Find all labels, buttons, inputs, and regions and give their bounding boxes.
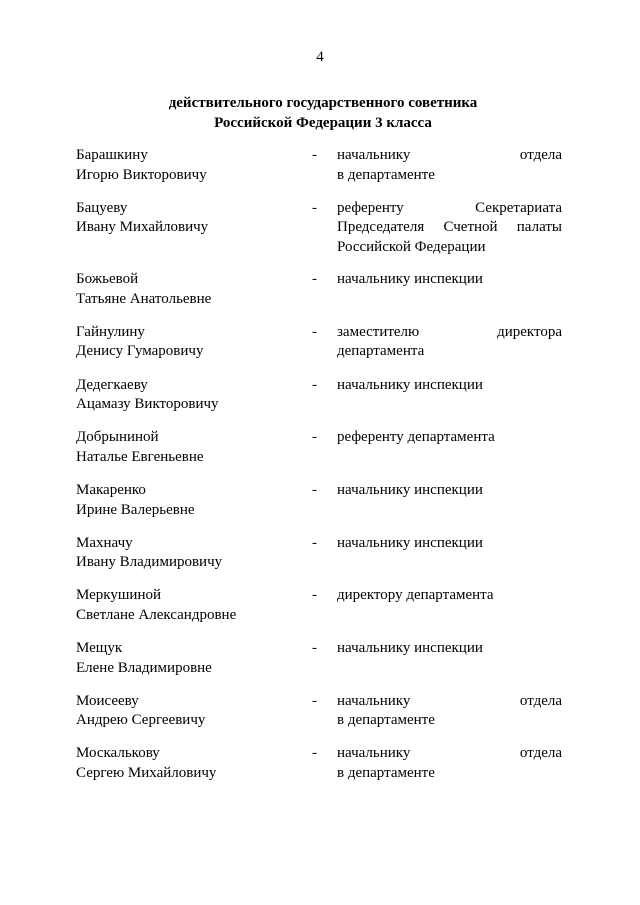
surname: Мещук [76, 640, 123, 657]
heading-line-2: Российской Федерации 3 класса [214, 115, 432, 131]
given-names: Ирине Валерьевне [76, 501, 195, 518]
list-item [76, 534, 563, 587]
position-line: начальнику отдела [337, 745, 562, 762]
position-line: директору департамента [337, 587, 494, 604]
position-line: в департаменте [337, 712, 435, 729]
person-name [76, 270, 306, 309]
position-line: начальнику отдела [337, 147, 562, 163]
person-name [76, 146, 306, 185]
list-item [76, 692, 563, 745]
surname: Гайнулину [76, 323, 145, 340]
position-line: департамента [337, 343, 425, 360]
surname: Москалькову [76, 745, 160, 762]
heading-line-1: действительного государственного советника [168, 95, 478, 111]
surname: Моисееву [76, 692, 139, 709]
list-item [76, 586, 563, 639]
list-item [76, 428, 563, 481]
list-item [76, 146, 563, 199]
position-line: начальнику отдела [337, 692, 562, 709]
position-line: в департаменте [337, 764, 435, 781]
separator-dash: - [312, 534, 317, 551]
position-title [337, 639, 562, 659]
person-name [76, 639, 306, 678]
surname: Макаренко [76, 482, 146, 499]
person-name [76, 692, 306, 731]
separator-dash: - [312, 482, 317, 499]
list-item [76, 639, 563, 692]
person-name [76, 428, 306, 467]
position-line: начальнику инспекции [337, 376, 483, 393]
position-title [337, 481, 562, 501]
separator-dash: - [312, 323, 317, 340]
given-names: Ивану Владимировичу [76, 554, 223, 571]
given-names: Игорю Викторовичу [76, 166, 207, 183]
list-item [76, 376, 563, 429]
given-names: Андрею Сергеевичу [76, 712, 206, 729]
position-title [337, 692, 562, 731]
given-names: Ацамазу Викторовичу [76, 396, 219, 413]
given-names: Сергею Михайловичу [76, 764, 217, 781]
position-line: Председателя Счетной палаты [337, 219, 562, 236]
position-line: референту департамента [337, 429, 495, 446]
position-title [337, 199, 562, 258]
person-name [76, 199, 306, 238]
given-names: Наталье Евгеньевне [76, 448, 204, 465]
surname: Махначу [76, 534, 133, 551]
list-item [76, 323, 563, 376]
list-item [76, 481, 563, 534]
position-title [337, 744, 562, 783]
list-item [76, 744, 563, 797]
surname: Бацуеву [76, 199, 128, 216]
position-title [337, 146, 562, 185]
page-number: 4 [316, 49, 324, 65]
given-names: Денису Гумаровичу [76, 343, 204, 360]
position-title [337, 428, 562, 448]
position-line: в департаменте [337, 166, 435, 183]
position-title [337, 270, 562, 290]
surname: Меркушиной [76, 587, 162, 604]
position-line: начальнику инспекции [337, 534, 483, 551]
position-title [337, 534, 562, 554]
person-name [76, 744, 306, 783]
separator-dash: - [312, 199, 317, 216]
separator-dash: - [312, 587, 317, 604]
given-names: Татьяне Анатольевне [76, 290, 212, 307]
position-title [337, 586, 562, 606]
given-names: Елене Владимировне [76, 659, 212, 676]
separator-dash: - [312, 692, 317, 709]
separator-dash: - [312, 271, 317, 288]
position-title [337, 376, 562, 396]
surname: Божьевой [76, 271, 139, 288]
person-name [76, 586, 306, 625]
position-line: начальнику инспекции [337, 482, 483, 499]
separator-dash: - [312, 429, 317, 446]
separator-dash: - [312, 147, 317, 163]
separator-dash: - [312, 745, 317, 762]
position-title [337, 323, 562, 362]
list-item [76, 199, 563, 271]
position-line: заместителю директора [337, 323, 562, 340]
separator-dash: - [312, 376, 317, 393]
person-name [76, 534, 306, 573]
surname: Барашкину [76, 147, 148, 163]
section-heading [0, 93, 640, 133]
position-line: референту Секретариата [337, 199, 562, 216]
surname: Дедегкаеву [76, 376, 148, 393]
person-name [76, 376, 306, 415]
person-name [76, 323, 306, 362]
separator-dash: - [312, 640, 317, 657]
given-names: Ивану Михайловичу [76, 219, 209, 236]
position-line: начальнику инспекции [337, 640, 483, 657]
given-names: Светлане Александровне [76, 606, 237, 623]
person-name [76, 481, 306, 520]
list-item [76, 270, 563, 323]
surname: Добрыниной [76, 429, 159, 446]
appointment-list [76, 146, 563, 797]
position-line: начальнику инспекции [337, 271, 483, 288]
position-line: Российской Федерации [337, 238, 486, 255]
